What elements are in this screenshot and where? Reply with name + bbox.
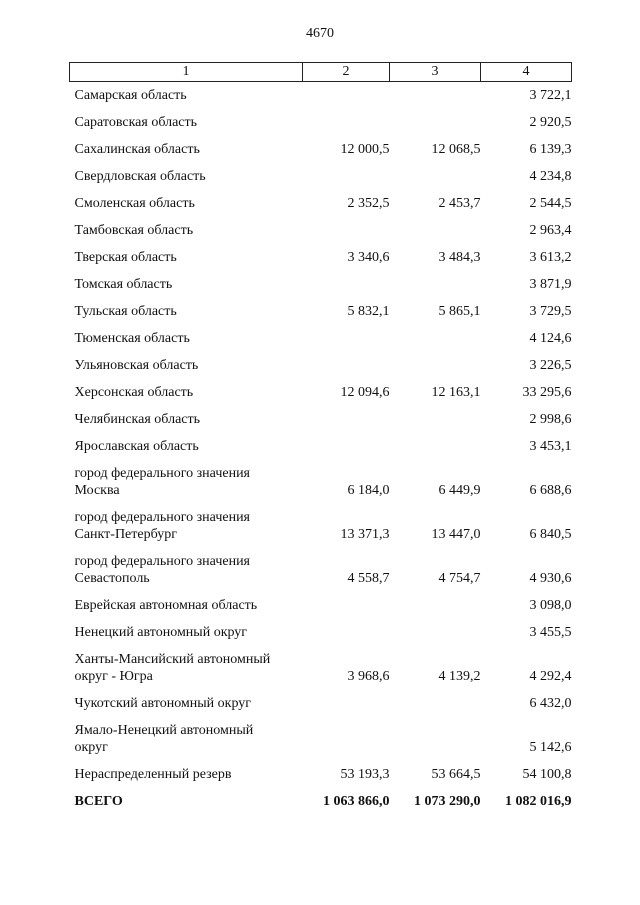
value-col-4: 3 098,0 — [529, 598, 572, 613]
region-name: Тюменская область — [74, 331, 190, 346]
table-row — [70, 543, 572, 587]
value-col-2 — [303, 685, 390, 712]
value-col-3: 3 484,3 — [438, 250, 481, 265]
value-col-3 — [390, 347, 481, 374]
table-row — [70, 756, 572, 783]
region-name — [70, 712, 303, 756]
value-col-3 — [390, 401, 481, 428]
region-name: Томская область — [74, 277, 173, 292]
value-col-4: 2 963,4 — [529, 223, 572, 238]
region-name: Смоленская область — [74, 196, 195, 211]
table-row — [70, 428, 572, 455]
value-col-4: 33 295,6 — [522, 385, 572, 400]
region-name: Ульяновская область — [74, 358, 199, 373]
value-col-2 — [303, 320, 390, 347]
table-row — [70, 401, 572, 428]
table-row — [70, 685, 572, 712]
value-col-4: 6 840,5 — [529, 527, 572, 542]
value-col-2 — [303, 428, 390, 455]
table-row — [70, 104, 572, 131]
value-col-3: 6 449,9 — [438, 483, 481, 498]
total-col-4: 1 082 016,9 — [505, 794, 572, 809]
value-col-3: 12 068,5 — [431, 142, 481, 157]
value-col-4: 3 871,9 — [529, 277, 572, 292]
region-name-line-1: Ямало-Ненецкий автономный — [74, 723, 254, 738]
value-col-2 — [303, 614, 390, 641]
value-col-4: 3 455,5 — [529, 625, 572, 640]
table-row — [70, 239, 572, 266]
region-name: Еврейская автономная область — [74, 598, 258, 613]
value-col-3 — [390, 587, 481, 614]
region-name: Сахалинская область — [74, 142, 200, 157]
region-name-line-2: Москва — [74, 483, 120, 498]
table-row — [70, 347, 572, 374]
value-col-2 — [303, 82, 390, 105]
value-col-2: 3 968,6 — [347, 669, 390, 684]
total-col-2: 1 063 866,0 — [323, 794, 390, 809]
value-col-4: 3 453,1 — [529, 439, 572, 454]
value-col-2: 12 000,5 — [340, 142, 390, 157]
region-name: Тамбовская область — [74, 223, 194, 238]
value-col-2 — [303, 401, 390, 428]
table-row — [70, 320, 572, 347]
value-col-2 — [303, 266, 390, 293]
value-col-3 — [390, 104, 481, 131]
value-col-4: 3 226,5 — [529, 358, 572, 373]
value-col-4: 54 100,8 — [522, 767, 572, 782]
value-col-3 — [390, 266, 481, 293]
region-name: Нераспределенный резерв — [74, 767, 232, 782]
value-col-2: 12 094,6 — [340, 385, 390, 400]
value-col-4: 4 234,8 — [529, 169, 572, 184]
value-col-2: 5 832,1 — [347, 304, 390, 319]
table-row — [70, 185, 572, 212]
header-col-2: 2 — [303, 63, 390, 82]
value-col-3 — [390, 212, 481, 239]
region-name — [70, 543, 303, 587]
value-col-4: 5 142,6 — [529, 740, 572, 755]
region-name: Самарская область — [74, 88, 187, 103]
value-col-2 — [303, 712, 390, 756]
value-col-4: 4 124,6 — [529, 331, 572, 346]
table-row — [70, 587, 572, 614]
value-col-2 — [303, 587, 390, 614]
region-name-line-2: округ — [74, 740, 108, 755]
value-col-3 — [390, 712, 481, 756]
value-col-3 — [390, 614, 481, 641]
value-col-2 — [303, 347, 390, 374]
table-row — [70, 641, 572, 685]
value-col-2: 2 352,5 — [347, 196, 390, 211]
value-col-2 — [303, 104, 390, 131]
region-name: Тульская область — [74, 304, 177, 319]
value-col-2: 13 371,3 — [340, 527, 390, 542]
region-name: Саратовская область — [74, 115, 198, 130]
region-name-line-2: Севастополь — [74, 571, 150, 586]
value-col-2 — [303, 158, 390, 185]
budget-table — [69, 62, 572, 810]
region-name: Ненецкий автономный округ — [74, 625, 248, 640]
total-label: ВСЕГО — [74, 794, 123, 809]
table-row — [70, 499, 572, 543]
table-row — [70, 131, 572, 158]
region-name-line-1: город федерального значения — [74, 554, 250, 569]
value-col-4: 4 292,4 — [529, 669, 572, 684]
value-col-2: 6 184,0 — [347, 483, 390, 498]
value-col-3 — [390, 82, 481, 105]
region-name — [70, 499, 303, 543]
value-col-2: 53 193,3 — [340, 767, 390, 782]
region-name: Свердловская область — [74, 169, 206, 184]
region-name-line-2: округ - Югра — [74, 669, 153, 684]
header-col-3: 3 — [390, 63, 481, 82]
value-col-2 — [303, 212, 390, 239]
value-col-3: 12 163,1 — [431, 385, 481, 400]
header-col-4: 4 — [481, 63, 572, 82]
page-number: 4670 — [306, 26, 334, 41]
region-name: Херсонская область — [74, 385, 194, 400]
region-name — [70, 455, 303, 499]
value-col-4: 3 729,5 — [529, 304, 572, 319]
region-name: Тверская область — [74, 250, 177, 265]
table-row — [70, 293, 572, 320]
value-col-3 — [390, 158, 481, 185]
value-col-3: 2 453,7 — [438, 196, 481, 211]
region-name: Челябинская область — [74, 412, 200, 427]
total-col-3: 1 073 290,0 — [414, 794, 481, 809]
value-col-2: 4 558,7 — [347, 571, 390, 586]
region-name-line-2: Санкт-Петербург — [74, 527, 177, 542]
value-col-3: 13 447,0 — [431, 527, 481, 542]
value-col-3: 4 754,7 — [438, 571, 481, 586]
value-col-3: 53 664,5 — [431, 767, 481, 782]
value-col-3 — [390, 428, 481, 455]
region-name — [70, 641, 303, 685]
value-col-4: 6 432,0 — [529, 696, 572, 711]
table-body — [70, 82, 572, 811]
value-col-3: 4 139,2 — [438, 669, 481, 684]
value-col-3 — [390, 320, 481, 347]
table-row — [70, 455, 572, 499]
table-row — [70, 82, 572, 105]
header-row — [70, 63, 572, 82]
value-col-3: 5 865,1 — [438, 304, 481, 319]
table-row — [70, 212, 572, 239]
header-col-1: 1 — [70, 63, 303, 82]
region-name-line-1: город федерального значения — [74, 466, 250, 481]
table-row — [70, 374, 572, 401]
value-col-4: 2 544,5 — [529, 196, 572, 211]
value-col-4: 6 139,3 — [529, 142, 572, 157]
table-row — [70, 266, 572, 293]
region-name: Ярославская область — [74, 439, 199, 454]
table-row — [70, 158, 572, 185]
value-col-4: 3 613,2 — [529, 250, 572, 265]
region-name: Чукотский автономный округ — [74, 696, 252, 711]
total-row — [70, 783, 572, 810]
value-col-4: 2 920,5 — [529, 115, 572, 130]
value-col-4: 3 722,1 — [529, 88, 572, 103]
region-name-line-1: город федерального значения — [74, 510, 250, 525]
region-name-line-1: Ханты-Мансийский автономный — [74, 652, 271, 667]
value-col-4: 4 930,6 — [529, 571, 572, 586]
value-col-4: 6 688,6 — [529, 483, 572, 498]
value-col-4: 2 998,6 — [529, 412, 572, 427]
value-col-3 — [390, 685, 481, 712]
table-row — [70, 614, 572, 641]
table-row — [70, 712, 572, 756]
value-col-2: 3 340,6 — [347, 250, 390, 265]
table-header — [70, 63, 572, 82]
